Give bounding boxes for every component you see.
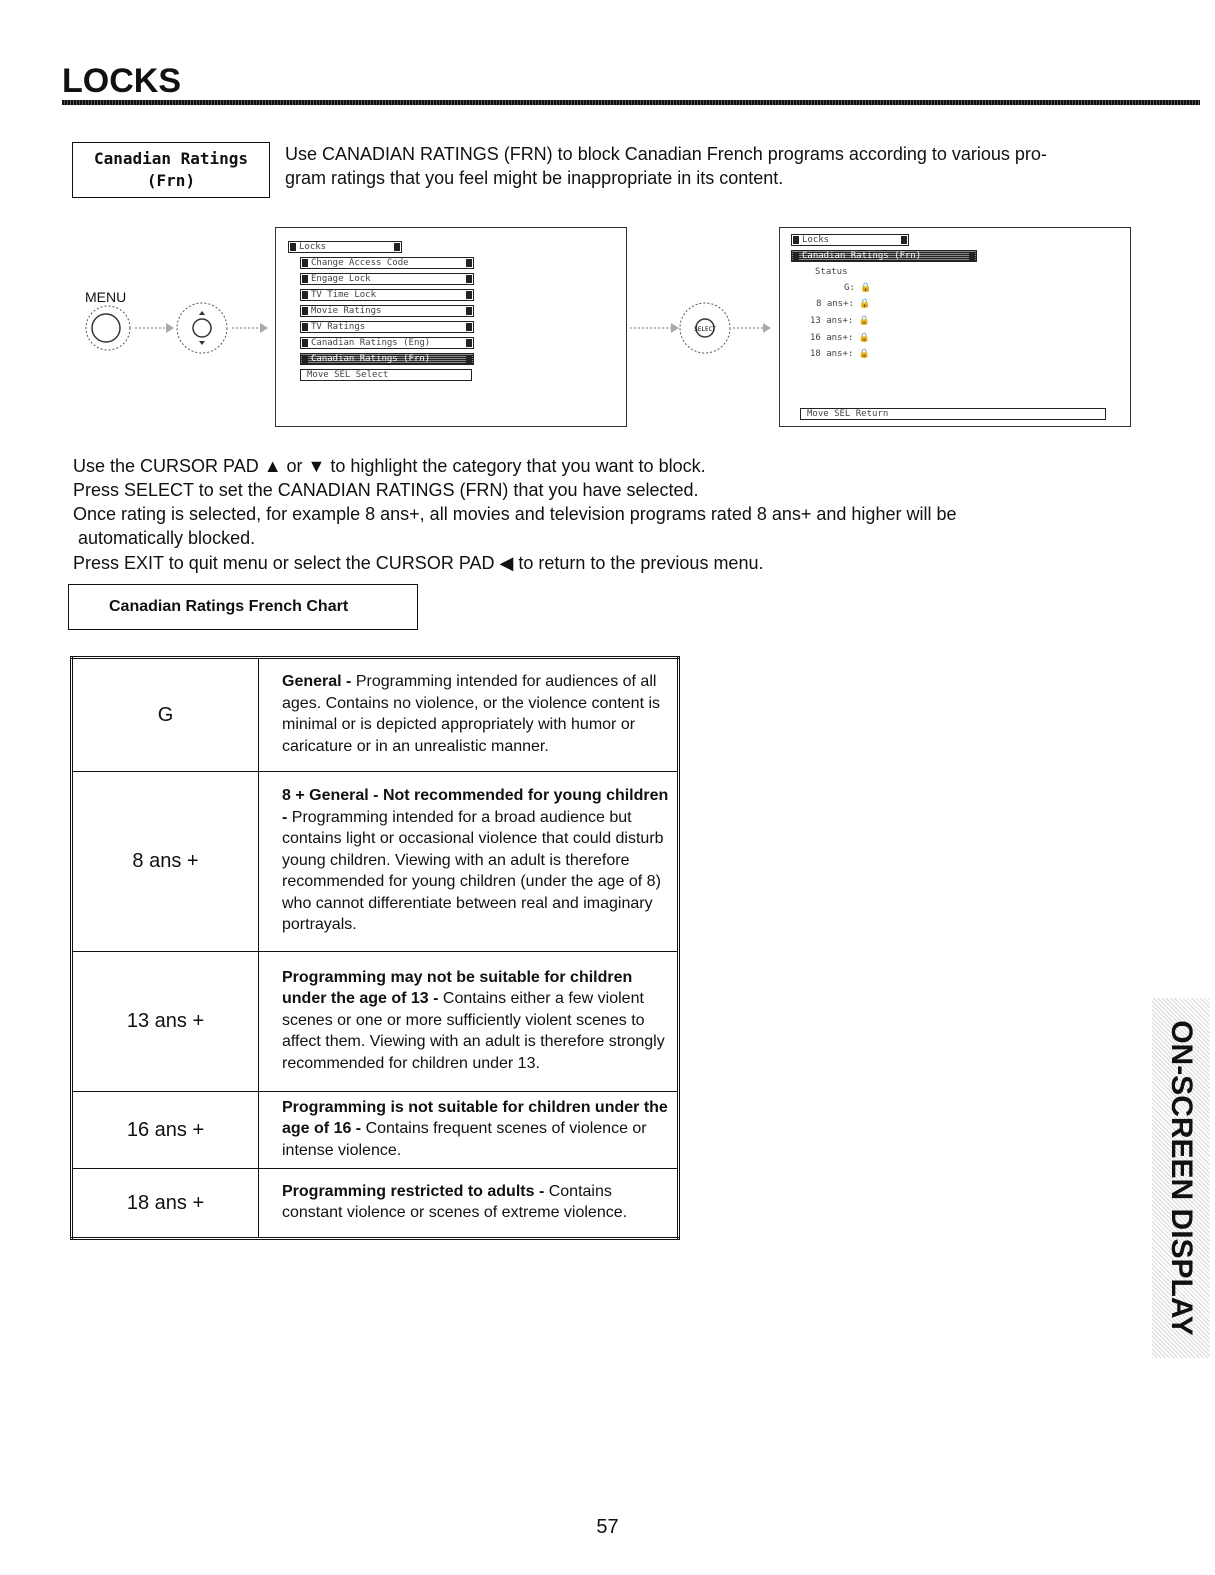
title-rule — [62, 100, 1200, 105]
status-row-16: 16 ans+: 🔒 — [810, 333, 870, 343]
lock-icon: 🔒 — [858, 333, 870, 343]
lock-icon: 🔒 — [858, 316, 870, 326]
status-row-8: 8 ans+: 🔒 — [816, 299, 871, 309]
rating-cell: 16 ans + — [72, 1092, 259, 1169]
side-tab-label: ON-SCREEN DISPLAY — [1165, 1020, 1198, 1336]
osd-screen-canadian-frn — [779, 227, 1131, 427]
description-cell: Programming restricted to adults - Contains constant violence or scenes of extreme violence. — [259, 1169, 679, 1239]
lock-icon: 🔒 — [859, 299, 871, 309]
cursor-pad-icon — [177, 303, 227, 353]
osd-item-engage-lock[interactable]: Engage Lock — [300, 273, 474, 285]
rating-cell: 8 ans + — [72, 772, 259, 952]
intro-text — [285, 142, 1165, 190]
table-row — [72, 658, 679, 772]
instruction-line-1: Use the CURSOR PAD ▲ or ▼ to highlight the category that you want to block. — [73, 456, 706, 476]
description-cell: Programming is not suitable for children under the age of 16 - Contains frequent scenes of violence or intense violence. — [259, 1092, 679, 1169]
remote-select-illustration — [625, 298, 780, 356]
chart-title: Canadian Ratings French Chart — [68, 584, 418, 630]
description-cell: 8 + General - Not recommended for young children - Programming intended for a broad audience but contains light or occasional violence that could disturb young children. Viewing with an adult is therefore recommended for young children (under the age of 8) who cannot differentiate between real and imaginary portrayals. — [259, 772, 679, 952]
intro-line-1: Use CANADIAN RATINGS (FRN) to block Canadian French programs according to various pro- — [285, 144, 1047, 164]
status-label: Status — [815, 267, 848, 277]
instruction-line-3: Once rating is selected, for example 8 ans+, all movies and television programs rated 8 ans+ and higher will be — [73, 504, 957, 524]
osd-selected-item[interactable]: Canadian Ratings (Frn) — [791, 250, 977, 262]
status-row-g: G: 🔒 — [844, 283, 872, 293]
rating-cell: 13 ans + — [72, 952, 259, 1092]
osd-item-tv-ratings[interactable]: TV Ratings — [300, 321, 474, 333]
osd-item-change-access-code[interactable]: Change Access Code — [300, 257, 474, 269]
osd-screen-locks-menu — [275, 227, 627, 427]
remote-menu-illustration — [80, 298, 275, 356]
ratings-table — [70, 656, 680, 1240]
section-label-line2: (Frn) — [146, 171, 196, 190]
osd-title: Locks — [288, 241, 402, 253]
page-number: 57 — [596, 1516, 619, 1538]
instruction-line-5: Press EXIT to quit menu or select the CURSOR PAD ◀ to return to the previous menu. — [73, 553, 764, 573]
lock-icon: 🔒 — [858, 349, 870, 359]
osd-item-tv-time-lock[interactable]: TV Time Lock — [300, 289, 474, 301]
section-label — [72, 142, 270, 198]
section-label-line1: Canadian Ratings — [93, 149, 249, 168]
rating-cell: G — [72, 658, 259, 772]
table-row — [72, 952, 679, 1092]
description-cell: Programming may not be suitable for children under the age of 13 - Contains either a few violent scenes or one or more sufficiently violent scenes to affect them. Viewing with an adult is therefore strongly recommended for children under 13. — [259, 952, 679, 1092]
table-row — [72, 1092, 679, 1169]
instruction-line-4: automatically blocked. — [73, 528, 256, 548]
status-row-18: 18 ans+: 🔒 — [810, 349, 870, 359]
osd-item-canadian-ratings-frn[interactable]: Canadian Ratings (Frn) — [300, 353, 474, 365]
rating-cell: 18 ans + — [72, 1169, 259, 1239]
description-cell: General - Programming intended for audiences of all ages. Contains no violence, or the violence content is minimal or is depicted appropriately with humor or caricature or in an unrealistic manner. — [259, 658, 679, 772]
instruction-line-2: Press SELECT to set the CANADIAN RATINGS (FRN) that you have selected. — [73, 480, 699, 500]
osd-footer: Move SEL Return — [800, 408, 1106, 420]
table-row — [72, 1169, 679, 1239]
osd-footer: Move SEL Select — [300, 369, 472, 381]
status-row-13: 13 ans+: 🔒 — [810, 316, 870, 326]
menu-button-label: MENU — [85, 289, 127, 305]
osd-item-canadian-ratings-eng[interactable]: Canadian Ratings (Eng) — [300, 337, 474, 349]
page-title: LOCKS — [62, 62, 181, 100]
select-label: SELECT — [694, 326, 716, 333]
lock-icon: 🔒 — [860, 283, 872, 293]
table-row — [72, 772, 679, 952]
osd-item-movie-ratings[interactable]: Movie Ratings — [300, 305, 474, 317]
intro-line-2: gram ratings that you feel might be inappropriate in its content. — [285, 168, 784, 188]
osd-title: Locks — [791, 234, 909, 246]
